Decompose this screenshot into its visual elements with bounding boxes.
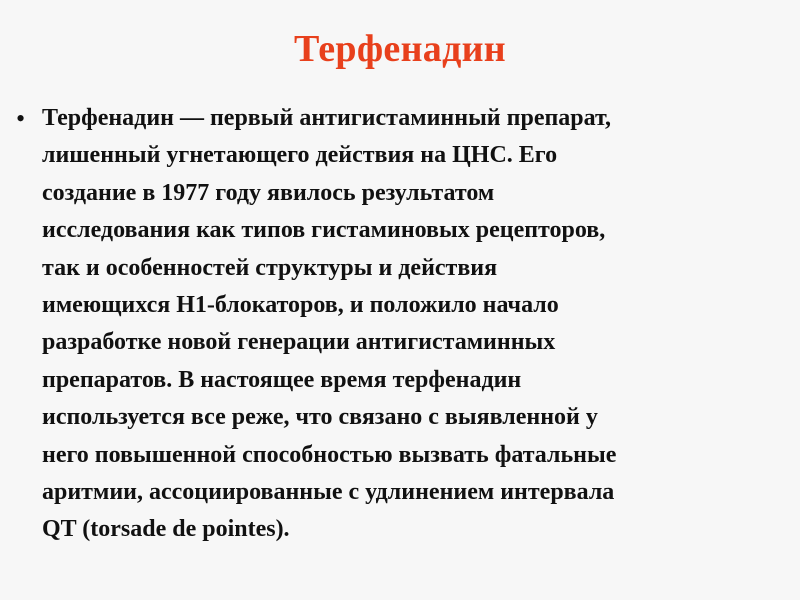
text-line: исследования как типов гистаминовых рецепторов,: [42, 217, 606, 244]
text-line: аритмии, ассоциированные с удлинением интервала: [42, 479, 615, 506]
bullet-text: [42, 100, 788, 549]
text-line: препаратов. В настоящее время терфенадин: [42, 366, 522, 393]
text-line: используется все реже, что связано с выявленной у: [42, 404, 598, 431]
text-line: имеющихся Н1-блокаторов, и положило начало: [42, 292, 559, 319]
text-line: него повышенной способностью вызвать фатальные: [42, 441, 617, 468]
bullet-marker: •: [16, 104, 26, 133]
bullet-item: [16, 100, 788, 549]
text-line: лишенный угнетающего действия на ЦНС. Его: [42, 142, 558, 169]
bullet-list: [16, 100, 788, 549]
text-line: создание в 1977 году явилось результатом: [42, 179, 495, 206]
text-line: Терфенадин — первый антигистаминный препарат,: [42, 105, 612, 131]
slide-title: Терфенадин: [294, 28, 506, 70]
text-line: QT (torsade de pointes).: [42, 516, 290, 543]
text-line: разработке новой генерации антигистаминных: [42, 329, 556, 356]
text-line: так и особенностей структуры и действия: [42, 254, 498, 281]
